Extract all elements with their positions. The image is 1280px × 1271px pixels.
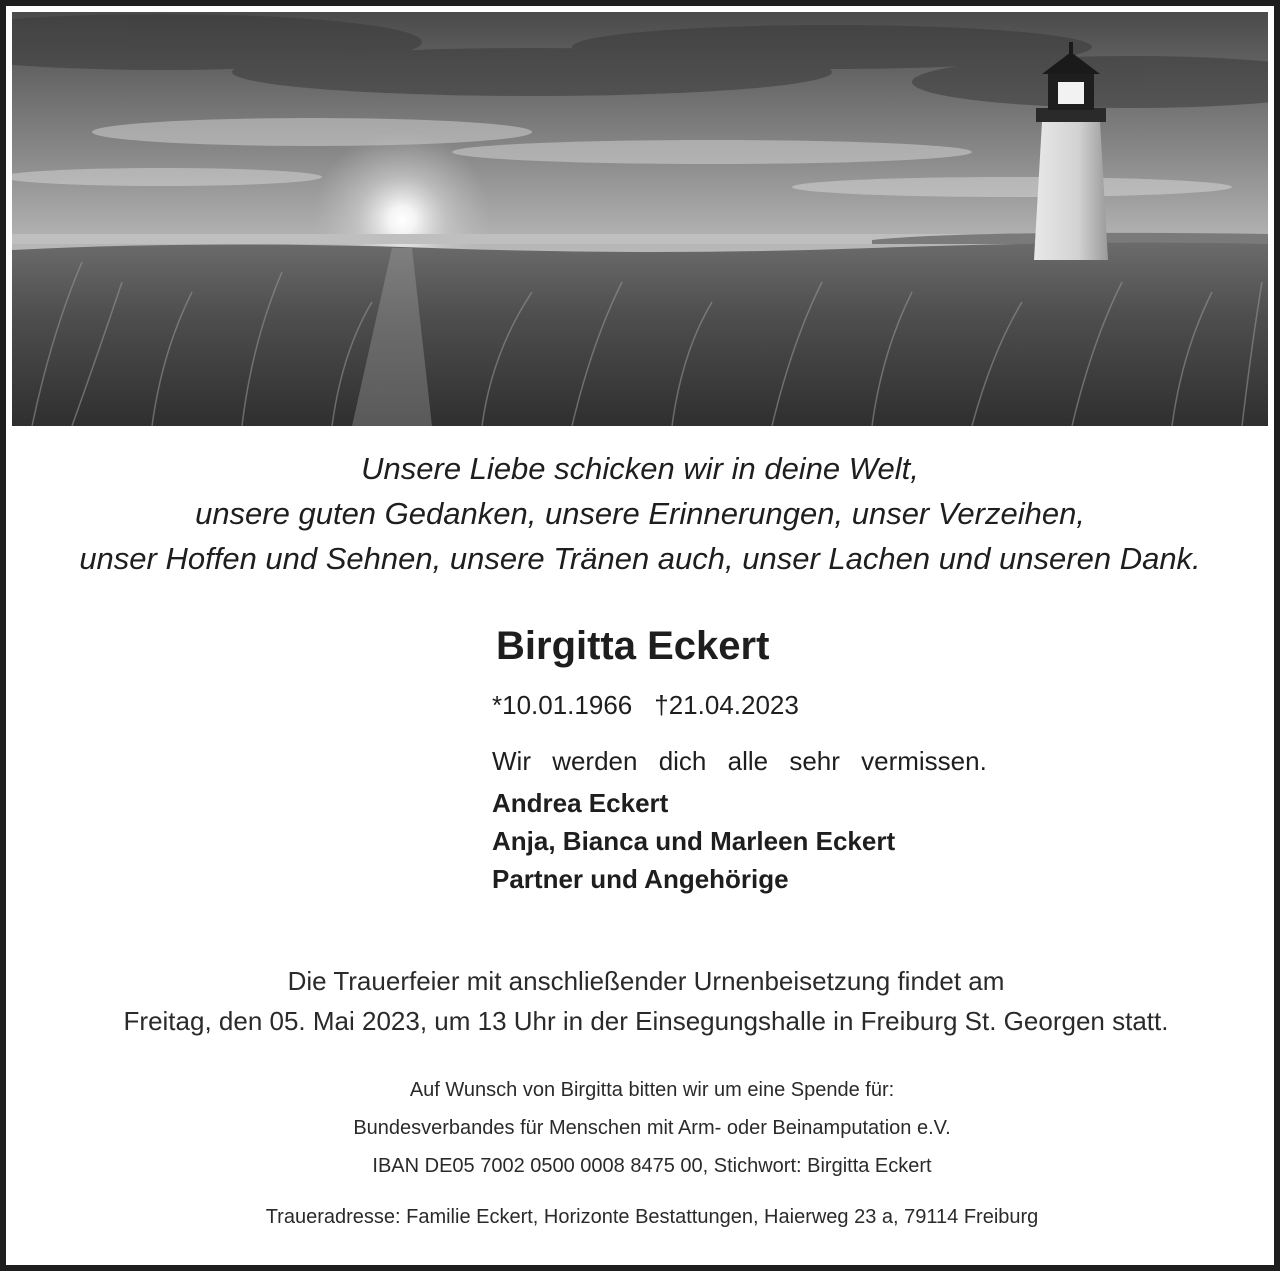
mourning-address: Traueradresse: Familie Eckert, Horizonte Bestattungen, Haierweg 23 a, 79114 Freiburg bbox=[265, 1206, 1039, 1228]
ceremony-line: Freitag, den 05. Mai 2023, um 13 Uhr in der Einsegungshalle in Freiburg St. Georgen statt. bbox=[123, 1006, 1169, 1036]
donation-line: IBAN DE05 7002 0500 0008 8475 00, Stichwort: Birgitta Eckert bbox=[372, 1155, 932, 1177]
poem-line: unser Hoffen und Sehnen, unsere Tränen auch, unser Lachen und unseren Dank. bbox=[79, 541, 1201, 576]
ceremony-info bbox=[6, 961, 1280, 1041]
death-date: †21.04.2023 bbox=[654, 690, 799, 720]
mourners-list bbox=[492, 784, 895, 898]
donation-info bbox=[6, 1071, 1280, 1185]
poem-line: unsere guten Gedanken, unsere Erinnerungen, unser Verzeihen, bbox=[195, 496, 1085, 531]
ceremony-line: Die Trauerfeier mit anschließender Urnenbeisetzung findet am bbox=[287, 966, 1005, 996]
donation-line: Bundesverbandes für Menschen mit Arm- oder Beinamputation e.V. bbox=[353, 1117, 951, 1139]
deceased-name: Birgitta Eckert bbox=[496, 624, 770, 668]
mourner: Partner und Angehörige bbox=[492, 864, 789, 894]
mourner: Andrea Eckert bbox=[492, 788, 669, 818]
farewell-message: Wir werden dich alle sehr vermissen. bbox=[492, 746, 987, 776]
poem bbox=[6, 446, 1274, 581]
lighthouse-photo bbox=[12, 12, 1268, 426]
life-dates bbox=[492, 690, 799, 721]
mourner: Anja, Bianca und Marleen Eckert bbox=[492, 826, 896, 856]
donation-line: Auf Wunsch von Birgitta bitten wir um eine Spende für: bbox=[409, 1079, 895, 1101]
birth-date: *10.01.1966 bbox=[492, 690, 633, 720]
poem-line: Unsere Liebe schicken wir in deine Welt, bbox=[361, 451, 919, 486]
